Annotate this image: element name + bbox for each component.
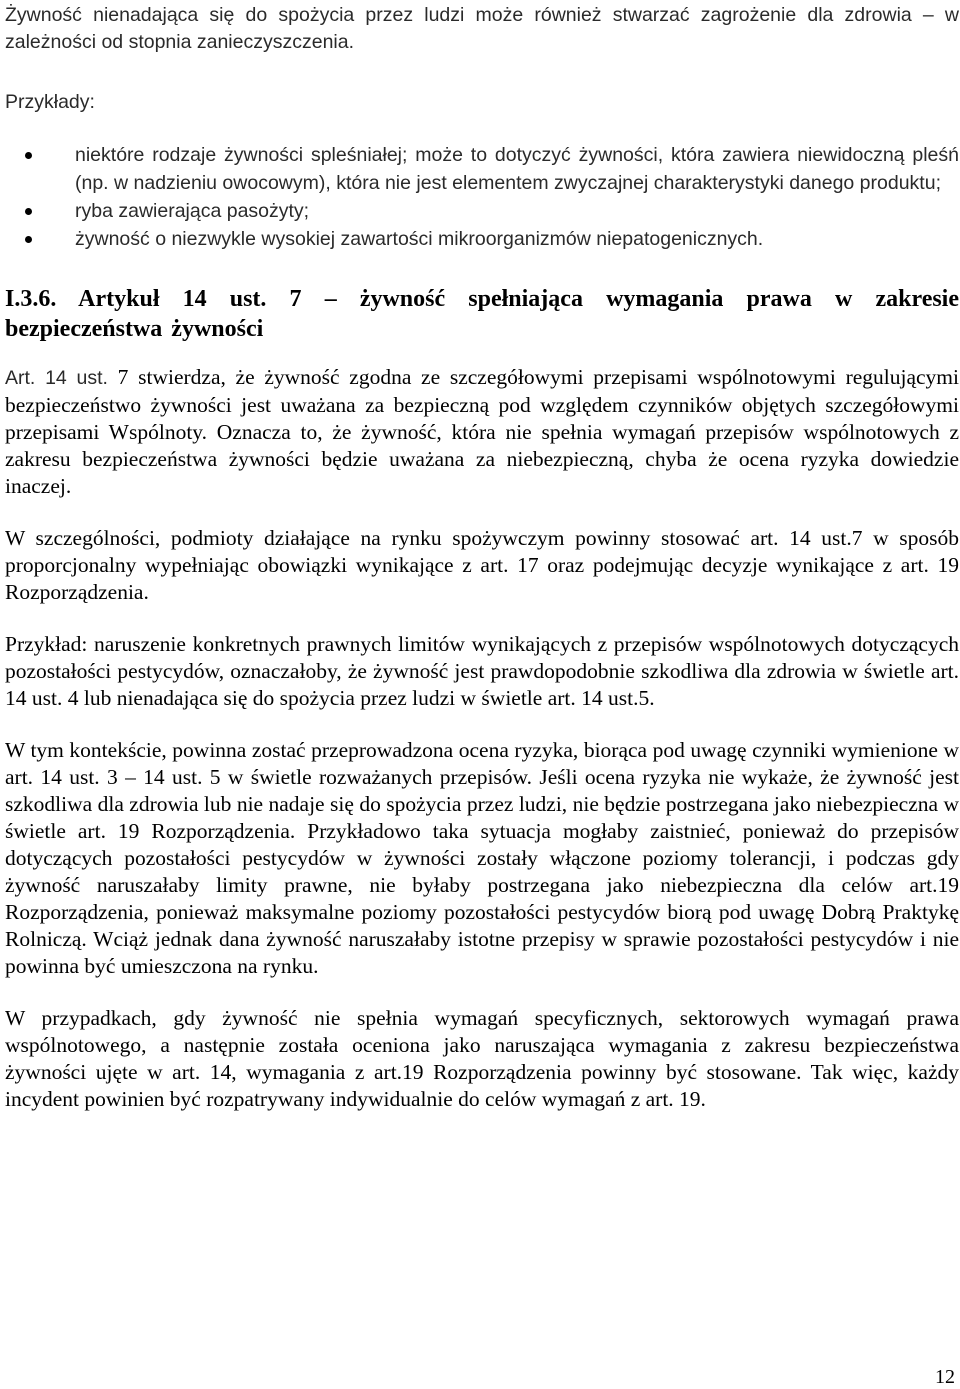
paragraph-art14-ust7 [5,364,959,500]
document-page [5,0,959,1113]
examples-label: Przykłady: [5,91,95,113]
paragraph-example: Przykład: naruszenie konkretnych prawnych limitów wynikających z przepisów wspólnotowych dotyczących pozostałości pestycydów, oznaczałoby, że żywność jest prawdopodobnie szkodliwa dla zdrowia w świetle art. 14 ust. 4 lub nienadająca się do spożycia przez ludzi w świetle art. 14 ust.5. [5,632,959,710]
paragraph-prefix: Art. 14 ust. [5,367,108,389]
bullet-icon [25,152,32,159]
bullet-icon [25,236,32,243]
list-item [5,225,959,253]
list-item [5,197,959,225]
bullet-icon [25,208,32,215]
paragraph-specific-requirements: W przypadkach, gdy żywność nie spełnia wymagań specyficznych, sektorowych wymagań prawa wspólnotowego, a następnie została oceniona jako naruszająca wymagania z zakresu bezpieczeństwa żywności ujęte w art. 14, wymagania z art.19 Rozporządzenia powinny być stosowane. Tak więc, każdy incydent powinien być rozpatrywany indywidualnie do celów wymagań z art. 19. [5,1006,959,1111]
examples-list [5,141,959,253]
list-item-text: ryba zawierająca pasożyty; [75,200,310,222]
section-heading: I.3.6. Artykuł 14 ust. 7 – żywność spełniająca wymagania prawa w zakresie bezpieczeństwa żywności [5,286,959,342]
page-number: 12 [935,1366,955,1388]
list-item [5,141,959,197]
list-item-text: żywność o niezwykle wysokiej zawartości mikroorganizmów niepatogenicznych. [75,228,764,250]
list-item-text: niektóre rodzaje żywności spleśniałej; może to dotyczyć żywności, która zawiera niewidoczną pleśń (np. w nadzieniu owocowym), która nie jest elementem zwyczajnej charakterystyki danego produktu; [75,144,959,194]
paragraph-body: 7 stwierdza, że żywność zgodna ze szczegółowymi przepisami wspólnotowymi regulującymi bezpieczeństwo żywności jest uważana za bezpieczną pod względem czynników objętych szczegółowymi przepisami Wspólnoty. Oznacza to, że żywność, która nie spełnia wymagań przepisów wspólnotowych z zakresu bezpieczeństwa żywności będzie uważana za niebezpieczną, chyba że ocena ryzyka dowiedzie inaczej. [5,365,960,498]
paragraph-risk-assessment: W tym kontekście, powinna zostać przeprowadzona ocena ryzyka, biorąca pod uwagę czynniki wymienione w art. 14 ust. 3 – 14 ust. 5 w świetle rozważanych przepisów. Jeśli ocena ryzyka nie wykaże, że żywność jest szkodliwa dla zdrowia lub nie nadaje się do spożycia przez ludzi, nie będzie postrzegana jako niebezpieczna w świetle art. 19 Rozporządzenia. Przykładowo taka sytuacja mogłaby zaistnieć, ponieważ do przepisów dotyczących pozostałości pestycydów w żywności zostały włączone poziomy tolerancji, i podczas gdy żywność naruszałaby limity prawne, nie byłaby postrzegana jako niebezpieczna dla celów art.19 Rozporządzenia, ponieważ maksymalne poziomy pozostałości pestycydów biorą pod uwagę Dobrą Praktykę Rolniczą. Wciąż jednak dana żywność naruszałaby istotne przepisy w sprawie pozostałości pestycydów i nie powinna być umieszczona na rynku. [5,738,959,978]
paragraph-obligations: W szczególności, podmioty działające na rynku spożywczym powinny stosować art. 14 ust.7 w sposób proporcjonalny wypełniając obowiązki wynikające z art. 17 oraz podejmując decyzje wynikające z art. 19 Rozporządzenia. [5,526,959,604]
intro-paragraph: Żywność nienadająca się do spożycia przez ludzi może również stwarzać zagrożenie dla zdrowia – w zależności od stopnia zanieczyszczenia. [5,4,959,53]
